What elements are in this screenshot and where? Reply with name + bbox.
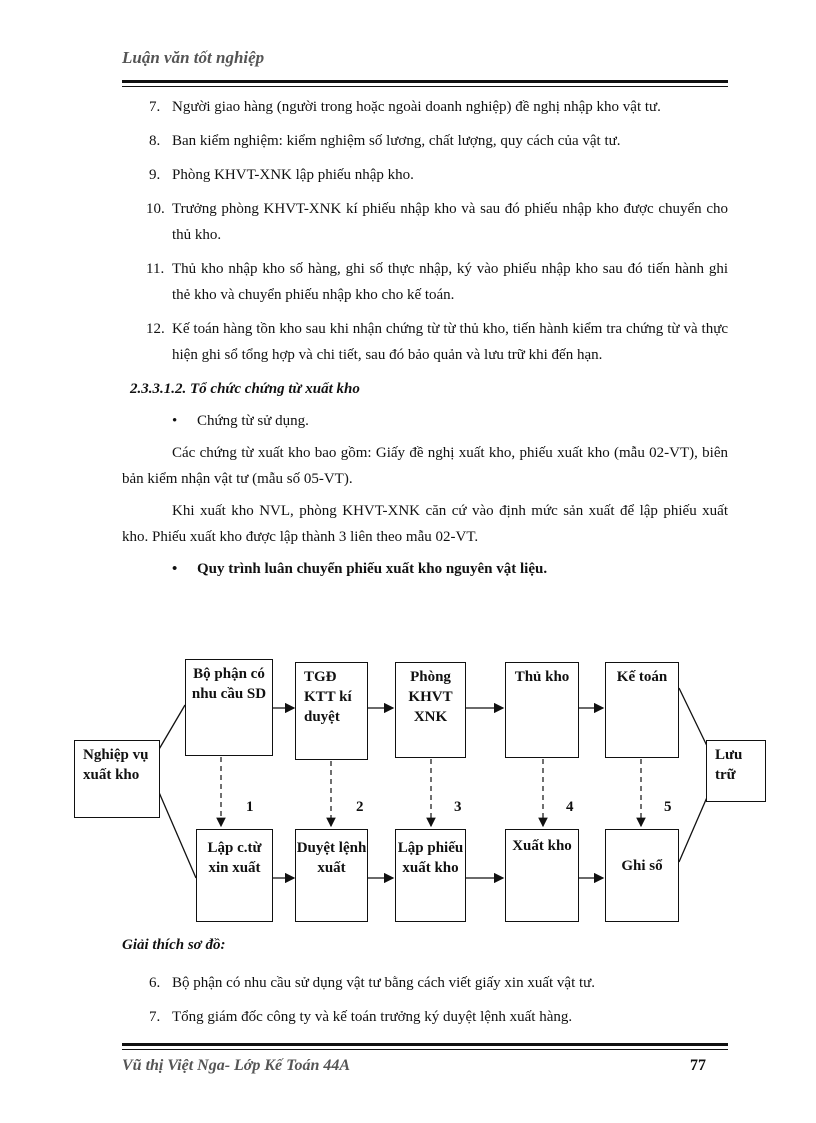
connector-line bbox=[158, 705, 185, 751]
explanation-list bbox=[122, 970, 728, 1038]
box-top-bo-phan: Bộ phận có nhu cầu SD bbox=[185, 659, 273, 756]
step-number: 2 bbox=[356, 799, 364, 815]
footer-rule-thin bbox=[122, 1049, 728, 1050]
page-number: 77 bbox=[690, 1057, 706, 1074]
bullet-item: • Chứng từ sử dụng. bbox=[172, 413, 309, 429]
explanation-heading: Giải thích sơ đồ: bbox=[122, 937, 226, 953]
list-item: 7. Tổng giám đốc công ty và kế toán trưởng ký duyệt lệnh xuất hàng. bbox=[149, 1009, 573, 1025]
running-header: Luận văn tốt nghiệp bbox=[122, 48, 265, 67]
bullet-item: • Quy trình luân chuyển phiếu xuất kho nguyên vật liệu. bbox=[172, 561, 548, 577]
list-item: 7. Người giao hàng (người trong hoặc ngoài doanh nghiệp) đề nghị nhập kho vật tư. bbox=[149, 99, 661, 115]
list-item: 12. Kế toán hàng tồn kho sau khi nhận chứng từ từ thủ kho, tiến hành kiểm tra chứng từ và thực hiện ghi sổ tổng hợp và chi tiết, sau đó bảo quản và lưu trữ khi đến hạn. bbox=[146, 321, 728, 363]
step-number: 5 bbox=[664, 799, 672, 815]
connector-line bbox=[679, 795, 708, 862]
list-item: 10. Trưởng phòng KHVT-XNK kí phiếu nhập kho và sau đó phiếu nhập kho được chuyển cho thủ kho. bbox=[146, 201, 728, 243]
box-top-phong: Phòng KHVT XNK bbox=[395, 662, 466, 758]
list-item: 6. Bộ phận có nhu cầu sử dụng vật tư bằng cách viết giấy xin xuất vật tư. bbox=[149, 975, 596, 991]
footer-author: Vũ thị Việt Nga- Lớp Kế Toán 44A bbox=[122, 1057, 351, 1074]
paragraph: Các chứng từ xuất kho bao gồm: Giấy đề nghị xuất kho, phiếu xuất kho (mẫu 02-VT), biên bản kiểm nhận vật tư (mẫu số 05-VT). bbox=[122, 445, 728, 487]
box-top-tgd: TGĐ KTT kí duyệt bbox=[295, 662, 368, 760]
box-bottom-ghi-so: Ghi sổ bbox=[605, 829, 679, 922]
box-bottom-duyet: Duyệt lệnh xuất bbox=[295, 829, 368, 922]
box-end-luu-tru: Lưu trữ bbox=[706, 740, 766, 802]
box-bottom-xuat-kho: Xuất kho bbox=[505, 829, 579, 922]
connector-line bbox=[679, 688, 708, 748]
box-bottom-lap-ctu: Lập c.từ xin xuất bbox=[196, 829, 273, 922]
step-number: 4 bbox=[566, 799, 574, 815]
list-item: 9. Phòng KHVT-XNK lập phiếu nhập kho. bbox=[149, 167, 414, 183]
step-number: 3 bbox=[454, 799, 462, 815]
box-bottom-lap-phieu: Lập phiếu xuất kho bbox=[395, 829, 466, 922]
box-start-nghiep-vu: Nghiệp vụ xuất kho bbox=[74, 740, 160, 818]
box-top-thu-kho: Thủ kho bbox=[505, 662, 579, 758]
step-number: 1 bbox=[246, 799, 254, 815]
list-item: 11. Thủ kho nhập kho số hàng, ghi số thực nhập, ký vào phiếu nhập kho sau đó tiến hành ghi thẻ kho và chuyển phiếu nhập kho cho kế toán. bbox=[146, 261, 728, 303]
box-top-ke-toan: Kế toán bbox=[605, 662, 679, 758]
list-item: 8. Ban kiểm nghiệm: kiểm nghiệm số lương, chất lượng, quy cách của vật tư. bbox=[149, 133, 621, 149]
footer-rule-thick bbox=[122, 1043, 728, 1046]
section-heading: 2.3.3.1.2. Tổ chức chứng từ xuất kho bbox=[130, 381, 360, 397]
connector-line bbox=[158, 790, 196, 878]
paragraph: Khi xuất kho NVL, phòng KHVT-XNK căn cứ vào định mức sản xuất để lập phiếu xuất kho. Phiếu xuất kho được lập thành 3 liên theo mẫu 02-VT. bbox=[122, 503, 728, 545]
